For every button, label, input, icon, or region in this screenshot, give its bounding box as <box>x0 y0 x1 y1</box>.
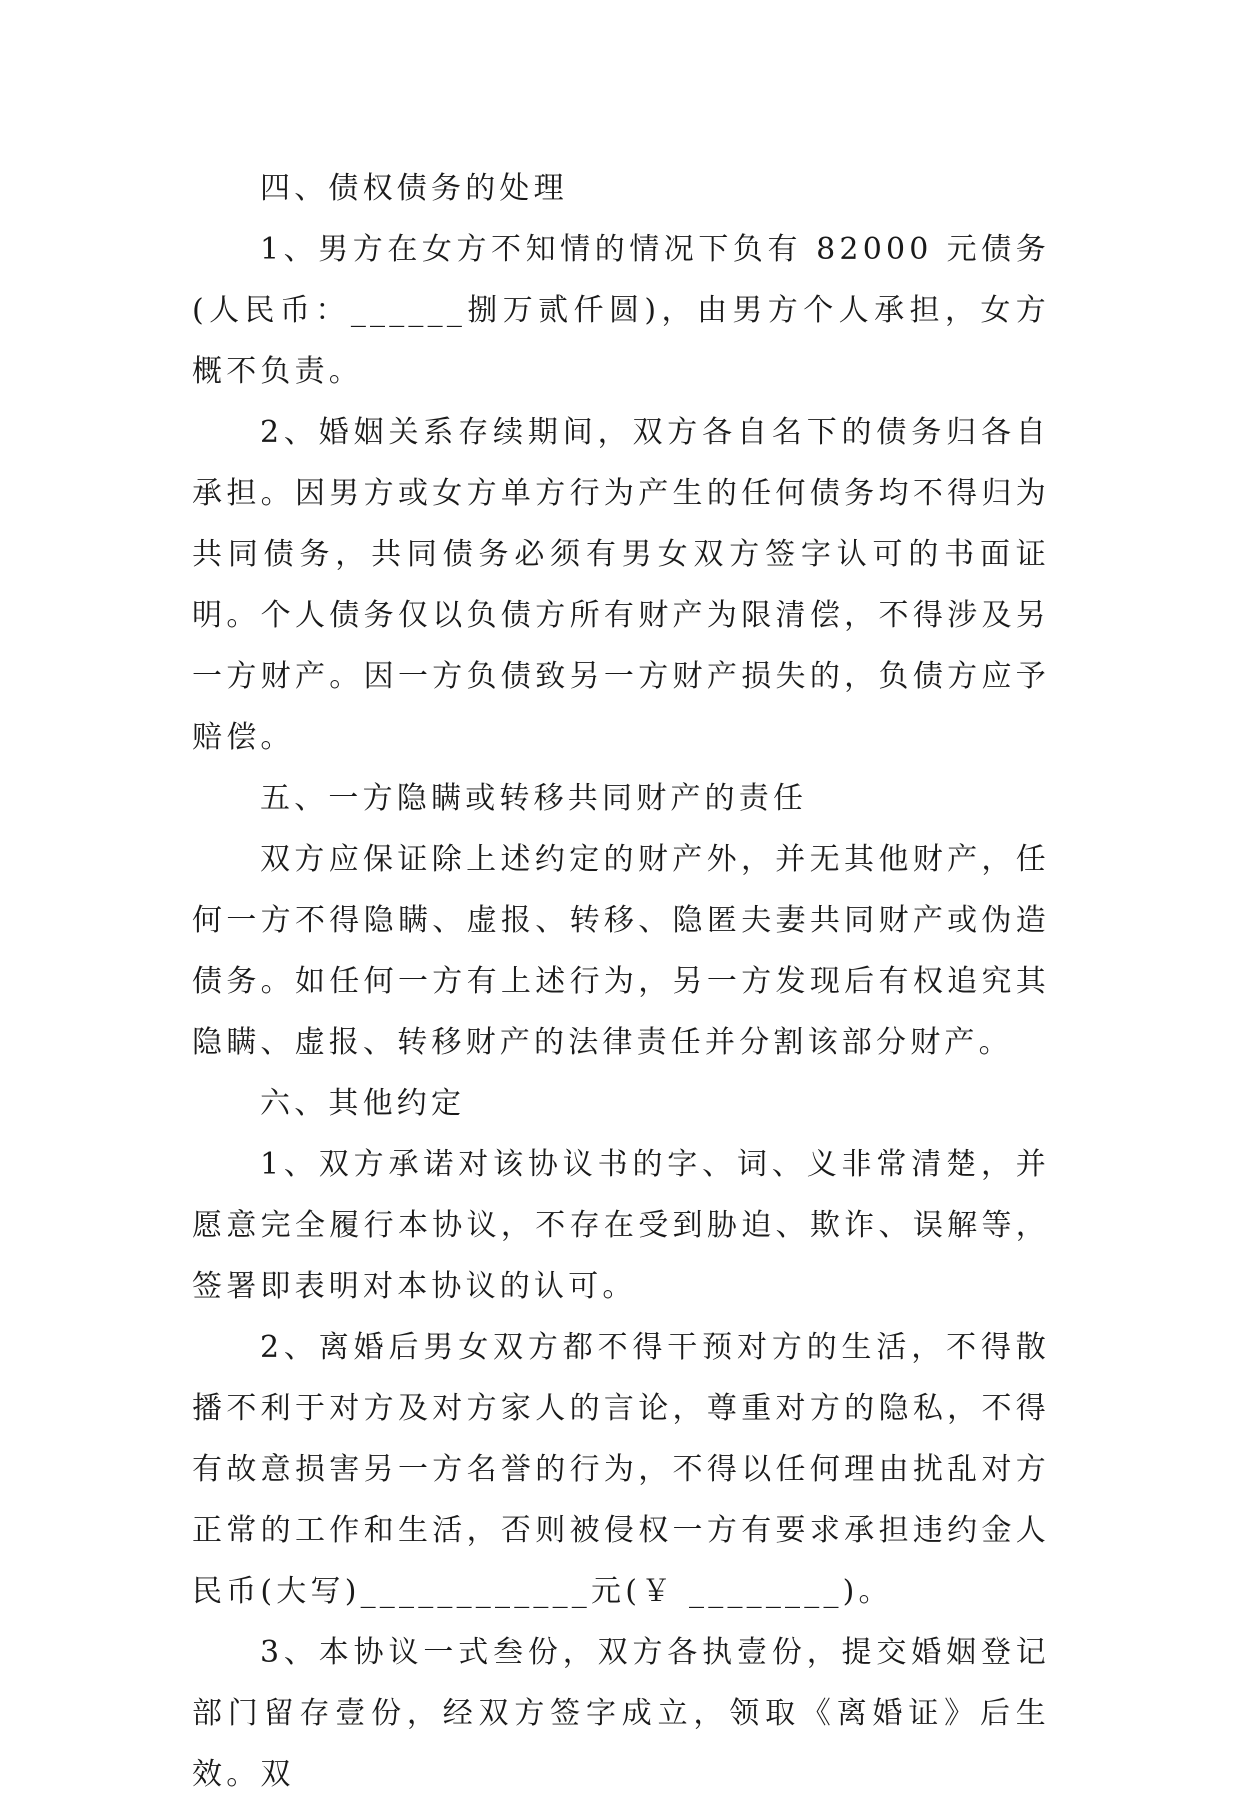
paragraph-other-clause-2: 2、离婚后男女双方都不得干预对方的生活，不得散播不利于对方及对方家人的言论，尊重对方的隐私，不得有故意损害另一方名誉的行为，不得以任何理由扰乱对方正常的工作和生活，否则被侵权一方有要求承担违约金人民币(大写)____________元(￥ ________)。 <box>192 1330 1050 1609</box>
paragraph-other-clause-1: 1、双方承诺对该协议书的字、词、义非常清楚，并愿意完全履行本协议，不存在受到胁迫、欺诈、误解等，签署即表明对本协议的认可。 <box>192 1147 1050 1304</box>
paragraph-concealment-clause: 双方应保证除上述约定的财产外，并无其他财产，任何一方不得隐瞒、虚报、转移、隐匿夫妻共同财产或伪造债务。如任何一方有上述行为，另一方发现后有权追究其隐瞒、虚报、转移财产的法律责任并分割该部分财产。 <box>192 842 1050 1060</box>
paragraph-debt-clause-1: 1、男方在女方不知情的情况下负有 82000 元债务(人民币：______捌万贰仟圆)，由男方个人承担，女方概不负责。 <box>192 232 1050 389</box>
paragraph-other-clause-3: 3、本协议一式叁份，双方各执壹份，提交婚姻登记部门留存壹份，经双方签字成立，领取《离婚证》后生效。双 <box>192 1635 1050 1792</box>
paragraph-debt-clause-2: 2、婚姻关系存续期间，双方各自名下的债务归各自承担。因男方或女方单方行为产生的任何债务均不得归为共同债务，共同债务必须有男女双方签字认可的书面证明。个人债务仅以负债方所有财产为限清偿，不得涉及另一方财产。因一方负债致另一方财产损失的，负债方应予赔偿。 <box>192 415 1050 755</box>
section-heading-debts: 四、债权债务的处理 <box>260 171 568 206</box>
document-page <box>192 158 1050 1805</box>
section-heading-other-terms: 六、其他约定 <box>260 1086 466 1121</box>
section-heading-concealment: 五、一方隐瞒或转移共同财产的责任 <box>260 781 808 816</box>
